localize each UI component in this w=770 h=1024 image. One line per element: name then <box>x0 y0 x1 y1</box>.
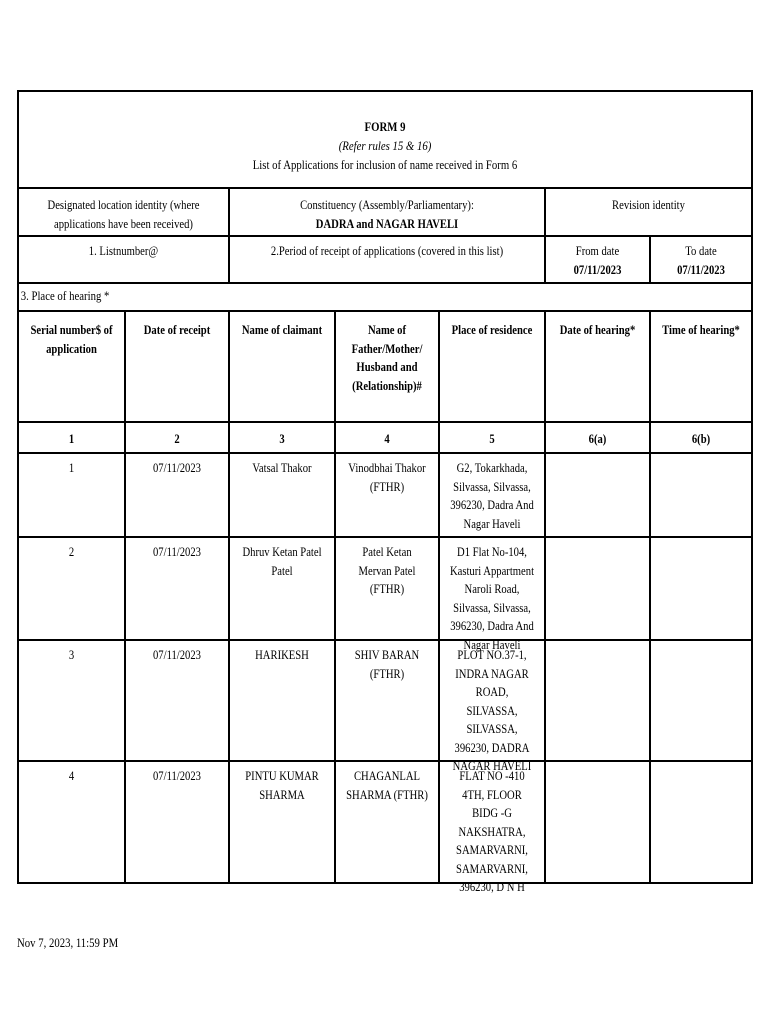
relation-text: SHIV BARAN (FTHR) <box>354 648 420 681</box>
cell-hearing-date <box>546 454 651 536</box>
col-number-5-text: 5 <box>489 432 495 446</box>
col-number-3 <box>230 423 336 452</box>
period-label: 2.Period of receipt of applications (covered in this list) <box>270 244 504 258</box>
col-header-hearing-time-text: Time of hearing* <box>662 323 740 337</box>
cell-hearing-time <box>651 538 751 639</box>
table-row <box>19 641 751 773</box>
constituency-value: DADRA and NAGAR HAVELI <box>315 216 459 231</box>
cell-serial <box>19 454 126 536</box>
place-of-hearing-row <box>19 284 751 312</box>
column-number-row <box>19 423 751 454</box>
cell-residence <box>440 538 546 652</box>
revision-identity-cell <box>546 189 751 235</box>
from-date-label: From date <box>575 244 620 258</box>
col-number-1-text: 1 <box>68 432 75 446</box>
cell-relation <box>336 454 440 536</box>
cell-hearing-date <box>546 641 651 760</box>
cell-claimant <box>230 762 336 882</box>
constituency-label: Constituency (Assembly/Parliamentary): <box>300 198 474 212</box>
to-date-label: To date <box>685 244 717 258</box>
residence-text: PLOT NO.37-1, INDRA NAGAR ROAD, SILVASSA, SILVASSA, 396230, DADRA NAGAR HAVELI <box>452 648 532 773</box>
list-number-label: 1. Listnumber@ <box>88 244 159 258</box>
info-row-1 <box>19 189 751 237</box>
cell-date <box>126 454 230 536</box>
cell-residence <box>440 762 546 894</box>
designated-location-label: Designated location identity (where applications have been received) <box>47 198 200 231</box>
residence-text: FLAT NO -410 4TH, FLOOR BIDG -G NAKSHATRA, SAMARVARNI, SAMARVARNI, 396230, D N H <box>456 769 528 894</box>
cell-hearing-time <box>651 762 751 882</box>
col-number-3-text: 3 <box>279 432 285 446</box>
col-number-2-text: 2 <box>174 432 180 446</box>
col-number-4 <box>336 423 440 452</box>
date-text: 07/11/2023 <box>152 461 201 475</box>
relation-text: Vinodbhai Thakor (FTHR) <box>348 461 426 494</box>
cell-serial <box>19 538 126 639</box>
claimant-text: PINTU KUMAR SHARMA <box>245 769 319 802</box>
form-title: List of Applications for inclusion of name received in Form 6 <box>252 158 518 172</box>
form-9-table <box>17 90 753 894</box>
place-of-hearing-label: 3. Place of hearing * <box>20 289 110 303</box>
table-row <box>19 454 751 538</box>
col-header-residence <box>440 312 546 421</box>
col-header-residence-text: Place of residence <box>451 323 533 337</box>
col-header-hearing-time <box>651 312 751 421</box>
cell-claimant <box>230 641 336 760</box>
serial-text: 1 <box>68 461 75 475</box>
list-number-cell <box>19 237 230 282</box>
form-number: FORM 9 <box>364 120 406 134</box>
col-number-6a <box>546 423 651 452</box>
cell-date <box>126 641 230 760</box>
relation-text: Patel Ketan Mervan Patel (FTHR) <box>358 545 416 596</box>
col-header-relation-text: Name of Father/Mother/ Husband and (Relationship)# <box>351 323 423 393</box>
column-header-row <box>19 312 751 423</box>
date-text: 07/11/2023 <box>152 769 201 783</box>
cell-hearing-time <box>651 641 751 760</box>
claimant-text: HARIKESH <box>255 648 309 662</box>
residence-text: D1 Flat No-104, Kasturi Appartment Naroli Road, Silvassa, Silvassa, 396230, Dadra And Nagar Haveli <box>449 545 535 652</box>
col-number-5 <box>440 423 546 452</box>
serial-text: 2 <box>68 545 75 559</box>
col-header-hearing-date <box>546 312 651 421</box>
col-header-serial-text: Serial number$ of application <box>30 323 113 356</box>
form-rules: (Refer rules 15 & 16) <box>338 139 432 153</box>
table-row <box>19 762 751 894</box>
col-number-6a-text: 6(a) <box>588 432 607 446</box>
col-number-1 <box>19 423 126 452</box>
to-date-value: 07/11/2023 <box>677 262 725 277</box>
date-text: 07/11/2023 <box>152 648 201 662</box>
table-row <box>19 538 751 652</box>
cell-hearing-date <box>546 538 651 639</box>
from-date-cell <box>546 237 651 282</box>
col-header-date-text: Date of receipt <box>143 323 211 337</box>
claimant-text: Vatsal Thakor <box>252 461 312 475</box>
date-text: 07/11/2023 <box>152 545 201 559</box>
cell-date <box>126 538 230 639</box>
cell-residence <box>440 454 546 536</box>
info-row-2 <box>19 237 751 284</box>
cell-residence <box>440 641 546 773</box>
form-header <box>19 92 751 189</box>
cell-hearing-time <box>651 454 751 536</box>
cell-date <box>126 762 230 882</box>
cell-relation <box>336 641 440 760</box>
print-timestamp: Nov 7, 2023, 11:59 PM <box>17 936 119 950</box>
col-number-6b <box>651 423 751 452</box>
from-date-value: 07/11/2023 <box>573 262 622 277</box>
cell-relation <box>336 762 440 882</box>
to-date-cell <box>651 237 751 282</box>
col-header-date <box>126 312 230 421</box>
designated-location-cell <box>19 189 230 235</box>
residence-text: G2, Tokarkhada, Silvassa, Silvassa, 396230, Dadra And Nagar Haveli <box>450 461 534 531</box>
period-cell <box>230 237 546 282</box>
col-number-2 <box>126 423 230 452</box>
cell-serial <box>19 641 126 760</box>
cell-claimant <box>230 538 336 639</box>
constituency-cell <box>230 189 546 235</box>
cell-relation <box>336 538 440 639</box>
cell-hearing-date <box>546 762 651 882</box>
col-header-claimant-text: Name of claimant <box>241 323 323 337</box>
serial-text: 4 <box>68 769 75 783</box>
claimant-text: Dhruv Ketan Patel Patel <box>242 545 322 578</box>
col-header-relation <box>336 312 440 421</box>
col-header-hearing-date-text: Date of hearing* <box>559 323 636 337</box>
col-number-4-text: 4 <box>384 432 390 446</box>
relation-text: CHAGANLAL SHARMA (FTHR) <box>346 769 428 802</box>
cell-serial <box>19 762 126 882</box>
revision-identity-label: Revision identity <box>612 198 685 212</box>
cell-claimant <box>230 454 336 536</box>
serial-text: 3 <box>68 648 75 662</box>
col-number-6b-text: 6(b) <box>691 432 711 446</box>
col-header-claimant <box>230 312 336 421</box>
col-header-serial <box>19 312 126 421</box>
